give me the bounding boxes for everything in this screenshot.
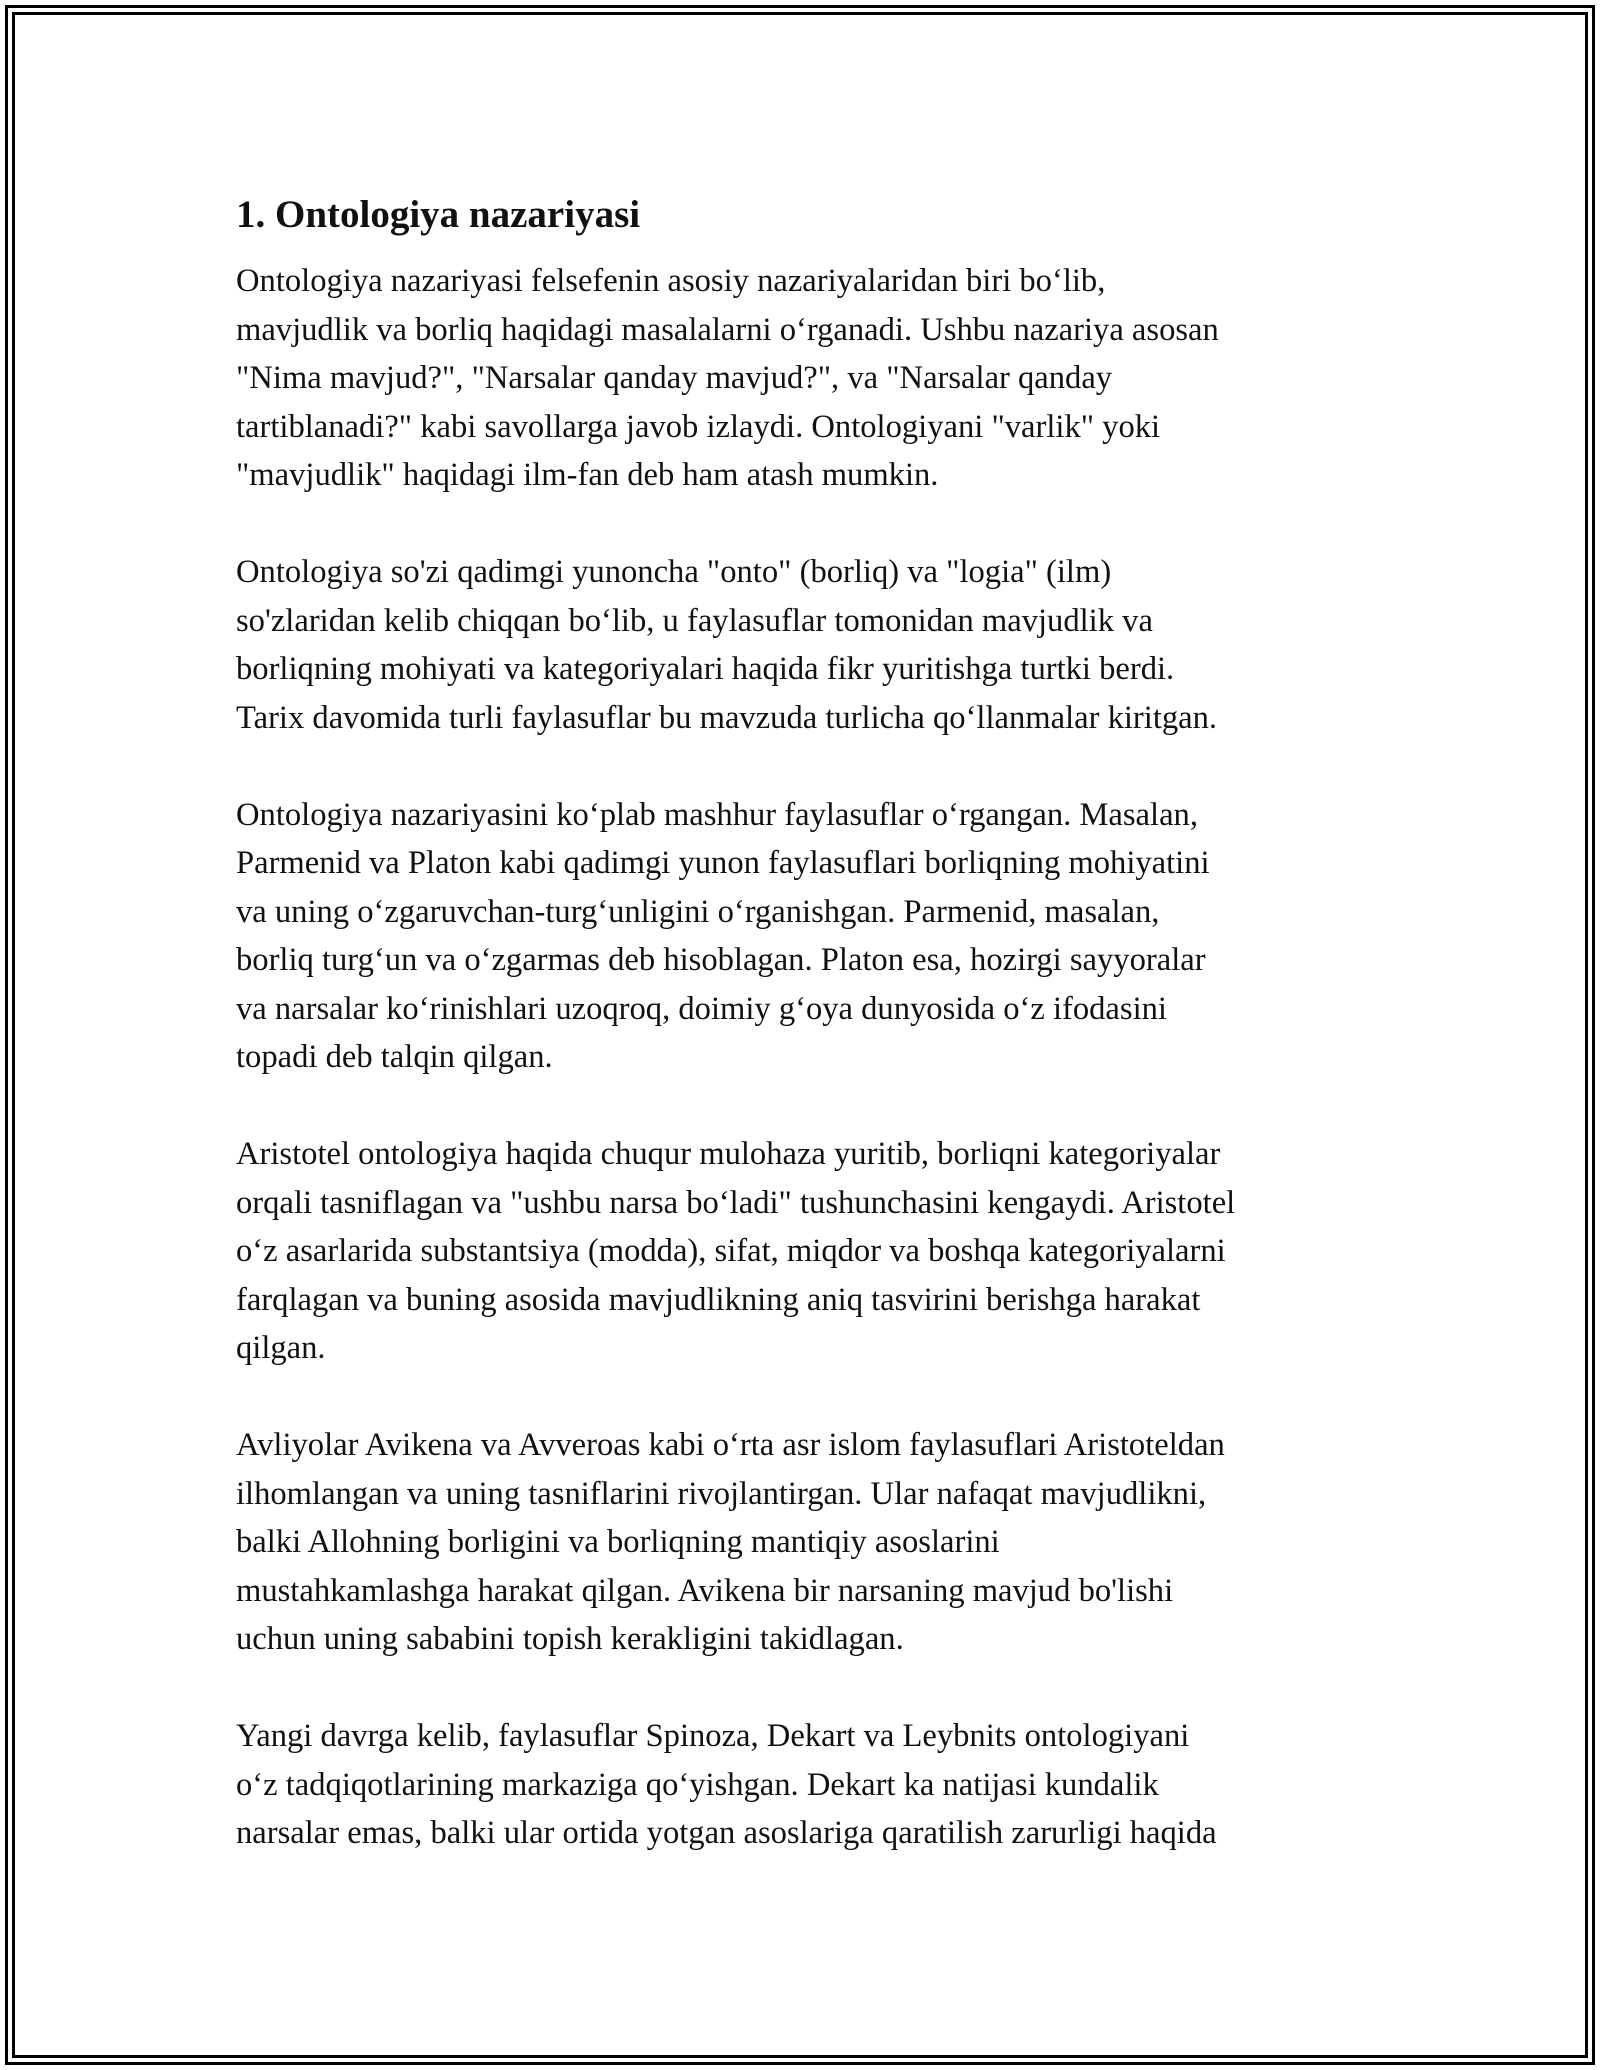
text-line: farqlagan va buning asosida mavjudlikning aniq tasvirini berishga harakat [236, 1281, 1201, 1318]
text-line: va uning o‘zgaruvchan-turg‘unligini o‘rganishgan. Parmenid, masalan, [236, 893, 1160, 930]
text-line: borliq turg‘un va o‘zgarmas deb hisoblagan. Platon esa, hozirgi sayyoralar [236, 942, 1206, 978]
text-line: topadi deb talqin qilgan. [236, 1039, 553, 1075]
text-line: va narsalar ko‘rinishlari uzoqroq, doimiy g‘oya dunyosida o‘z ifodasini [236, 990, 1167, 1027]
paragraph-2 [236, 548, 1366, 742]
text-line: o‘z tadqiqotlarining markaziga qo‘yishgan. Dekart ka natijasi kundalik [236, 1766, 1159, 1803]
text-line: Aristotel ontologiya haqida chuqur mulohaza yuritib, borliqni kategoriyalar [236, 1136, 1221, 1172]
paragraph-1 [236, 257, 1366, 500]
text-line: o‘z asarlarida substantsiya (modda), sifat, miqdor va boshqa kategoriyalarni [236, 1233, 1226, 1269]
text-line: orqali tasniflagan va "ushbu narsa bo‘ladi" tushunchasini kengaydi. Aristotel [236, 1184, 1236, 1221]
text-line: ilhomlangan va uning tasniflarini rivojlantirgan. Ular nafaqat mavjudlikni, [236, 1475, 1207, 1512]
text-line: borliqning mohiyati va kategoriyalari haqida fikr yuritishga turtki berdi. [236, 651, 1175, 687]
paragraph-5 [236, 1421, 1366, 1664]
text-line: narsalar emas, balki ular ortida yotgan asoslariga qaratilish zarurligi haqida [236, 1815, 1217, 1851]
text-line: Tarix davomida turli faylasuflar bu mavzuda turlicha qo‘llanmalar kiritgan. [236, 699, 1218, 736]
text-line: tartiblanadi?" kabi savollarga javob izlaydi. Ontologiyani "varlik" yoki [236, 408, 1161, 445]
document-content [236, 187, 1366, 1858]
text-line: "mavjudlik" haqidagi ilm-fan deb ham atash mumkin. [236, 457, 939, 493]
text-line: Parmenid va Platon kabi qadimgi yunon faylasuflari borliqning mohiyatini [236, 845, 1210, 881]
document-body [236, 257, 1366, 1858]
text-line: balki Allohning borligini va borliqning mantiqiy asoslarini [236, 1524, 1000, 1560]
text-line: "Nima mavjud?", "Narsalar qanday mavjud?", va "Narsalar qanday [236, 360, 1113, 396]
text-line: mavjudlik va borliq haqidagi masalalarni o‘rganadi. Ushbu nazariya asosan [236, 311, 1219, 348]
text-line: uchun uning sababini topish kerakligini takidlagan. [236, 1621, 904, 1657]
text-line: qilgan. [236, 1330, 326, 1366]
text-line: Ontologiya so'zi qadimgi yunoncha "onto" (borliq) va "logia" (ilm) [236, 554, 1112, 590]
text-line: Yangi davrga kelib, faylasuflar Spinoza, Dekart va Leybnits ontologiyani [236, 1718, 1190, 1754]
text-line: so'zlaridan kelib chiqqan bo‘lib, u faylasuflar tomonidan mavjudlik va [236, 602, 1153, 639]
text-line: mustahkamlashga harakat qilgan. Avikena bir narsaning mavjud bo'lishi [236, 1572, 1174, 1609]
section-title: 1. Ontologiya nazariyasi [236, 193, 641, 236]
text-line: Avliyolar Avikena va Avveroas kabi o‘rta asr islom faylasuflari Aristoteldan [236, 1427, 1225, 1463]
text-line: Ontologiya nazariyasi felsefenin asosiy nazariyalaridan biri bo‘lib, [236, 263, 1106, 299]
paragraph-4 [236, 1130, 1366, 1373]
text-line: Ontologiya nazariyasini ko‘plab mashhur faylasuflar o‘rgangan. Masalan, [236, 796, 1198, 833]
paragraph-3 [236, 791, 1366, 1082]
paragraph-6 [236, 1712, 1366, 1858]
